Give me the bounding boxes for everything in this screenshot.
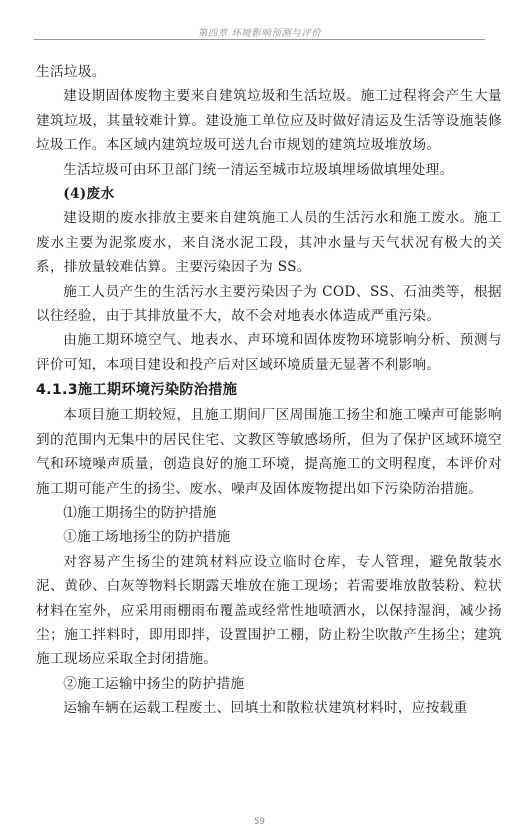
chapter-header-text: 第四章 环境影响预测与评价 (197, 28, 322, 39)
header-divider (34, 39, 485, 40)
paragraph-solid-waste: 建设期固体废物主要来自建筑垃圾和生活垃圾。施工过程将会产生大量建筑垃圾，其量较难计算。建设施工单位应及时做好清运及生活等设施装修垃圾工作。本区域内建筑垃圾可送九台市规划的建筑垃圾堆放场。 (36, 88, 502, 154)
paragraph-domestic-waste: 生活垃圾可由环卫部门统一清运至城市垃圾填埋场做填埋处理。 (63, 161, 454, 178)
page-number: 59 (254, 817, 265, 827)
subheading-site-dust: ①施工场地扬尘的防护措施 (63, 529, 231, 546)
paragraph-impact-conclusion: 由施工期环境空气、地表水、声环境和固体废物环境影响分析、预测与评价可知，本项目建设和投产后对区域环境质量无显著不利影响。 (36, 332, 502, 373)
section-heading-4-1-3: 4.1.3施工期环境污染防治措施 (36, 382, 238, 399)
paragraph-continuation: 生活垃圾。 (36, 64, 106, 80)
paragraph-site-dust-measures: 对容易产生扬尘的建筑材料应设立临时仓库，专人管理，避免散装水泥、黄砂、白灰等物料长期露天堆放在施工现场；若需要堆放散装粉、粒状材料在室外，应采用雨棚雨布覆盖或经常性地喷洒水，以保持湿润，减少扬尘；施工拌料时，即用即拌，设置围护工棚，防止粉尘吹散产生扬尘；建筑施工现场应采取全封闭措施。 (36, 553, 502, 668)
paragraph-mitigation-intro: 本项目施工期较短，且施工期间厂区周围施工扬尘和施工噪声可能影响到的范围内无集中的居民住宅、文教区等敏感场所，但为了保护区域环境空气和环境噪声质量，创造良好的施工环境，提高施工的文明程度，本评价对施工期可能产生的扬尘、废水、噪声及固体废物提出如下污染防治措施。 (36, 407, 502, 497)
subheading-transport-dust: ②施工运输中扬尘的防护措施 (63, 675, 245, 692)
subheading-dust-protection: ⑴施工期扬尘的防护措施 (63, 504, 217, 521)
document-body (36, 60, 502, 721)
subheading-wastewater: (4)废水 (63, 186, 115, 203)
paragraph-domestic-sewage: 施工人员产生的生活污水主要污染因子为 COD、SS、石油类等，根据以往经验，由于其排放量不大，故不会对地表水体造成严重污染。 (36, 283, 502, 325)
paragraph-wastewater-sources: 建设期的废水排放主要来自建筑施工人员的生活污水和施工废水。施工废水主要为泥浆废水，来自浇水泥工段，其冲水量与天气状况有极大的关系，排放量较难估算。主要污染因子为 SS。 (36, 210, 502, 276)
paragraph-transport-dust-measures: 运输车辆在运载工程废土、回填土和散粒状建筑材料时，应按载重 (63, 700, 468, 717)
